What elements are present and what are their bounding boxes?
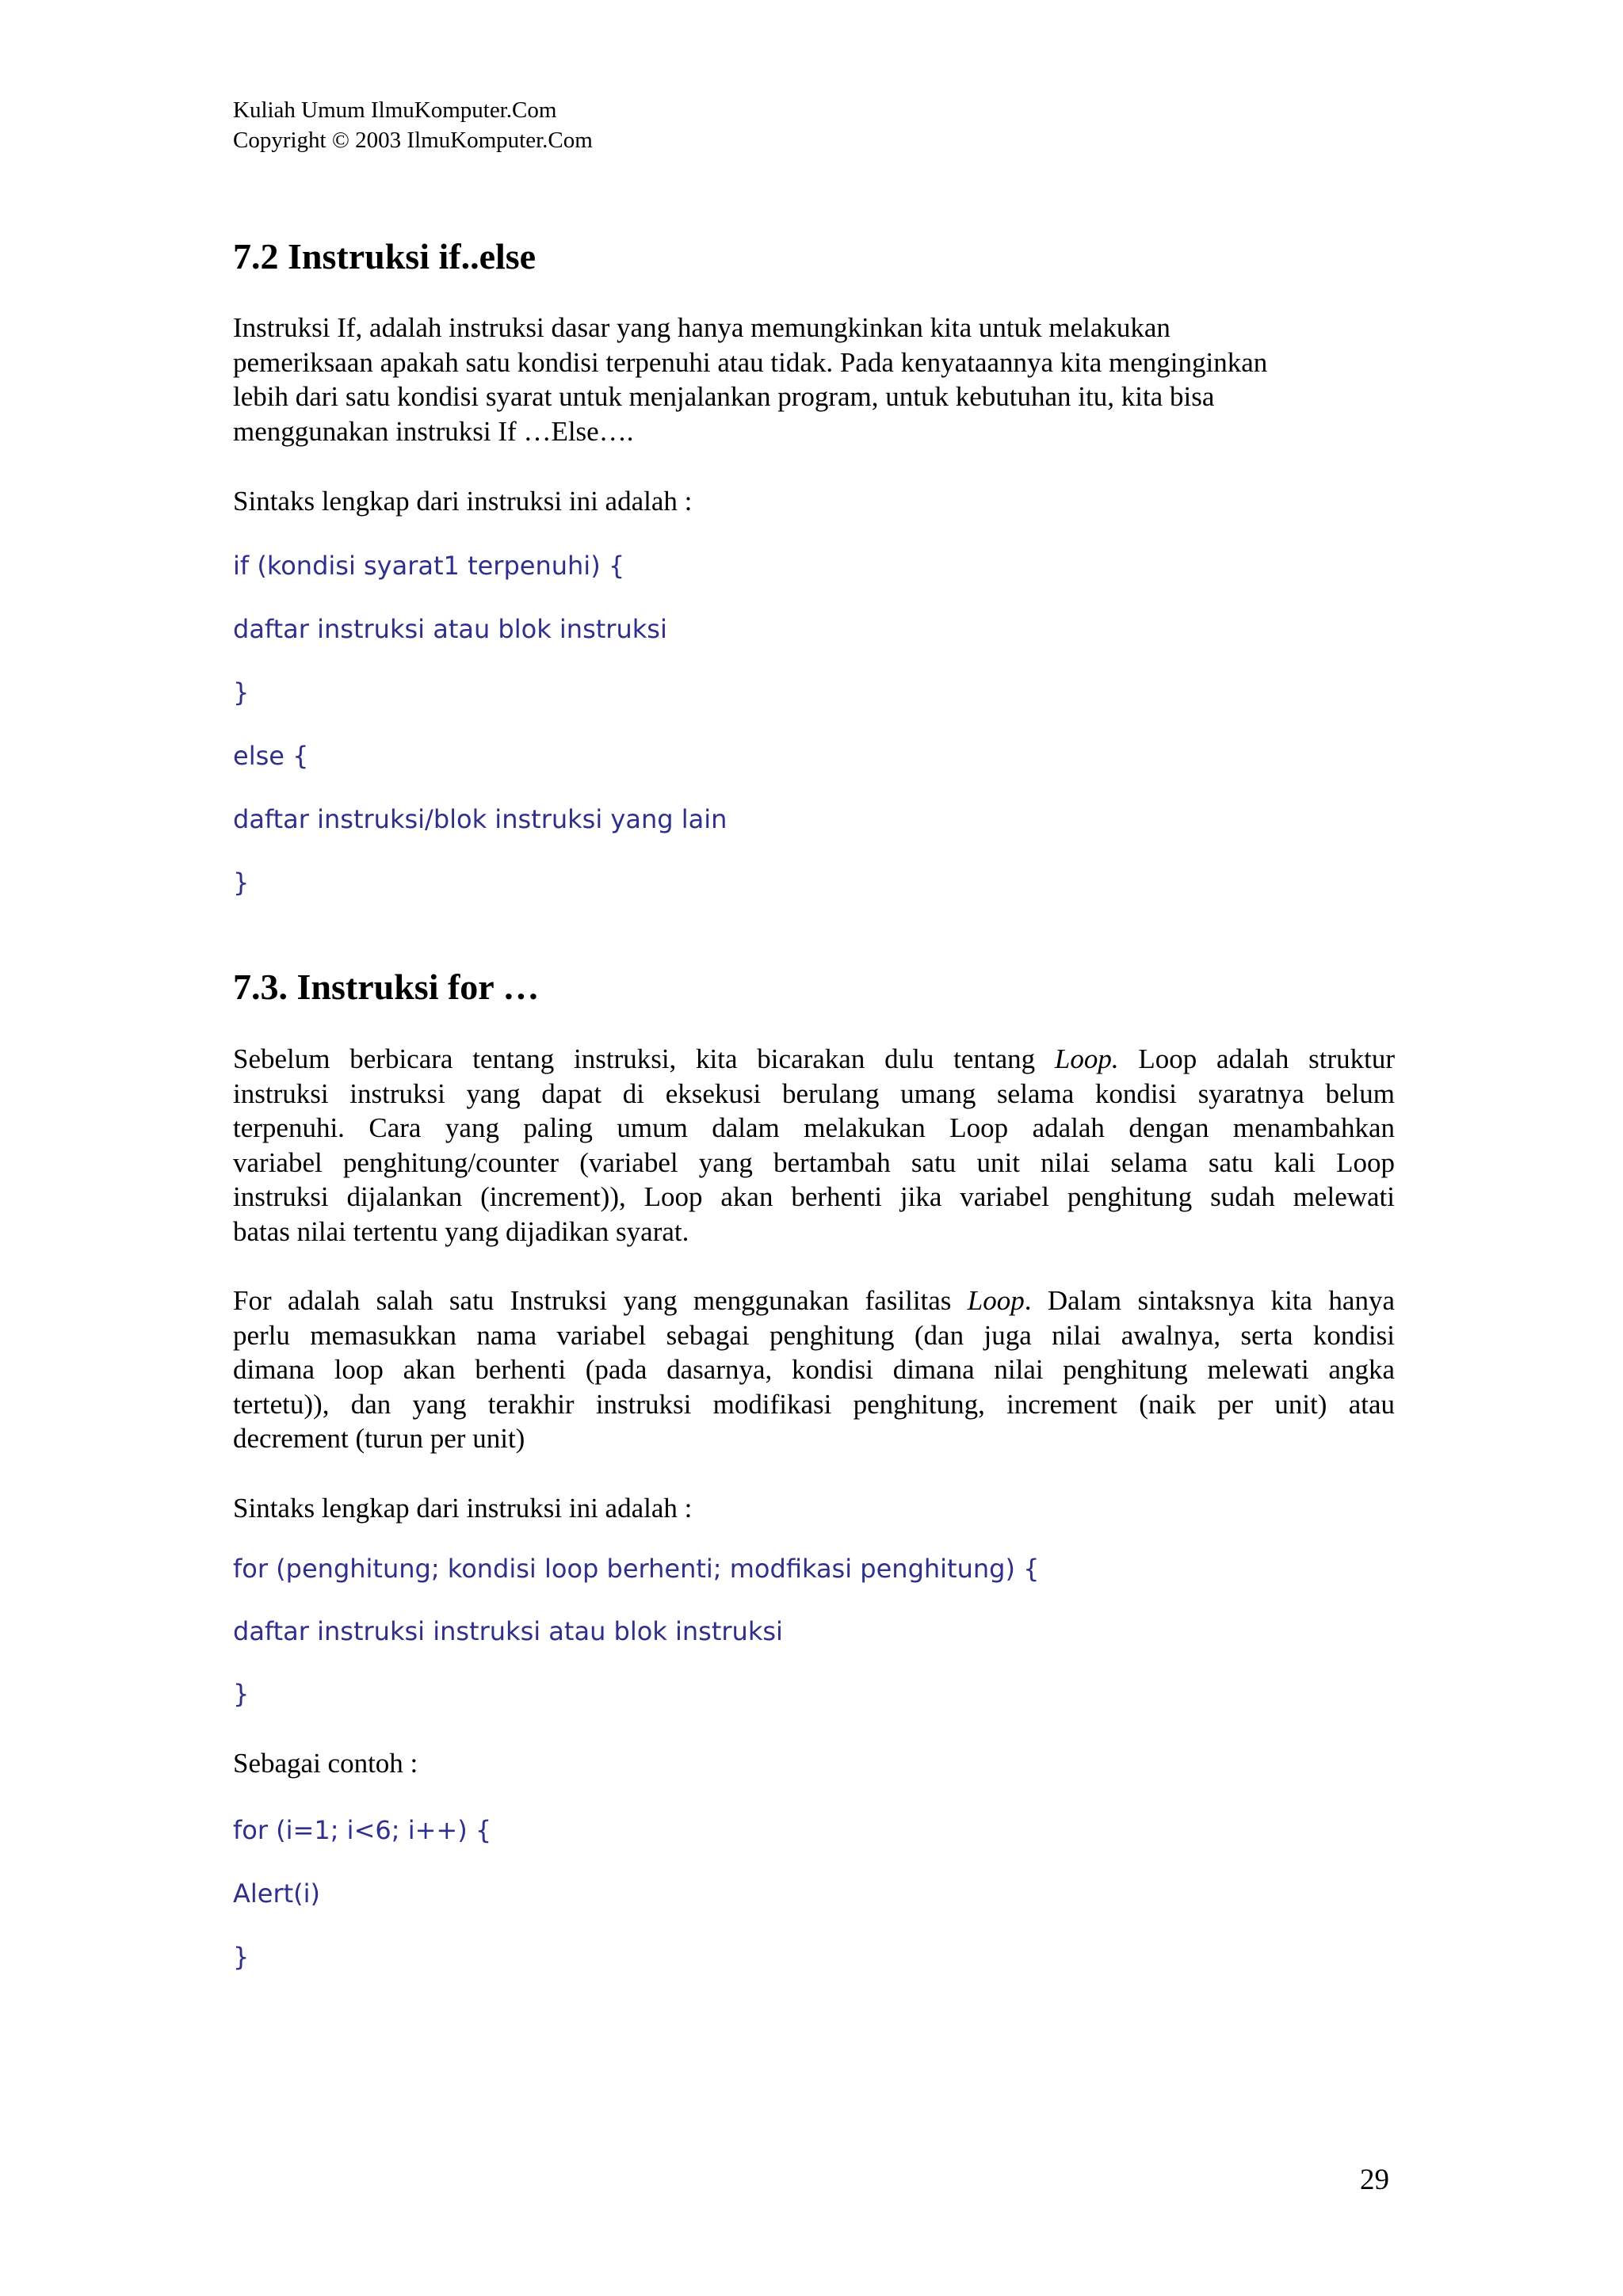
code-line: daftar instruksi/blok instruksi yang lain — [233, 804, 727, 834]
paragraph-line: Instruksi If, adalah instruksi dasar yang hanya memungkinkan kita untuk melakukan — [233, 312, 1170, 343]
code-line: if (kondisi syarat1 terpenuhi) { — [233, 551, 625, 581]
example-label: Sebagai contoh : — [233, 1748, 418, 1779]
text-run: Sebelum berbicara tentang instruksi, kita bicarakan dulu tentang — [233, 1043, 1055, 1074]
paragraph-line: decrement (turun per unit) — [233, 1423, 525, 1455]
page-header — [233, 95, 593, 155]
text-run: . Dalam sintaksnya kita hanya — [1024, 1285, 1396, 1316]
paragraph-line: dimana loop akan berhenti (pada dasarnya, kondisi dimana nilai penghitung melewati angka — [233, 1354, 1395, 1386]
paragraph-line: instruksi instruksi yang dapat di eksekusi berulang umang selama kondisi syaratnya belum — [233, 1077, 1395, 1109]
paragraph-line: lebih dari satu kondisi syarat untuk menjalankan program, untuk kebutuhan itu, kita bisa — [233, 381, 1215, 413]
paragraph-line: terpenuhi. Cara yang paling umum dalam melakukan Loop adalah dengan menambahkan — [233, 1112, 1395, 1144]
code-line: for (penghitung; kondisi loop berhenti; modfikasi penghitung) { — [233, 1554, 1040, 1584]
emphasis-text: Loop. — [1054, 1043, 1119, 1074]
section-7-3-paragraph-2 — [233, 1283, 1395, 1456]
header-copyright: Copyright © 2003 IlmuKomputer.Com — [233, 128, 593, 153]
paragraph-line: instruksi dijalankan (increment)), Loop akan berhenti jika variabel penghitung sudah melewati — [233, 1181, 1395, 1213]
syntax-label: Sintaks lengkap dari instruksi ini adalah : — [233, 1493, 693, 1524]
paragraph-line: pemeriksaan apakah satu kondisi terpenuhi atau tidak. Pada kenyataannya kita menginginkan — [233, 346, 1268, 378]
section-7-3-paragraph-1 — [233, 1042, 1395, 1249]
syntax-label: Sintaks lengkap dari instruksi ini adalah : — [233, 486, 693, 517]
paragraph-line: perlu memasukkan nama variabel sebagai penghitung (dan juga nilai awalnya, serta kondisi — [233, 1319, 1395, 1351]
section-heading-7-2: 7.2 Instruksi if..else — [233, 236, 537, 277]
code-line: } — [233, 1942, 250, 1972]
code-line: } — [233, 868, 250, 898]
code-line: Alert(i) — [233, 1878, 321, 1909]
section-heading-7-3: 7.3. Instruksi for … — [233, 967, 540, 1007]
paragraph-line — [233, 1042, 1395, 1077]
paragraph-line: menggunakan instruksi If …Else…. — [233, 415, 634, 447]
code-line: } — [233, 677, 250, 707]
header-course-title: Kuliah Umum IlmuKomputer.Com — [233, 97, 557, 123]
emphasis-text: Loop — [967, 1285, 1025, 1316]
paragraph-line: tertetu)), dan yang terakhir instruksi modifikasi penghitung, increment (naik per unit) atau — [233, 1388, 1395, 1420]
code-line: for (i=1; i<6; i++) { — [233, 1815, 492, 1845]
page-number: 29 — [1360, 2164, 1389, 2196]
code-line: daftar instruksi atau blok instruksi — [233, 614, 667, 644]
paragraph-line: batas nilai tertentu yang dijadikan syarat. — [233, 1215, 689, 1247]
code-line: else { — [233, 741, 309, 771]
paragraph-line: variabel penghitung/counter (variabel yang bertambah satu unit nilai selama satu kali Loop — [233, 1146, 1395, 1178]
paragraph-line — [233, 1283, 1395, 1318]
section-7-2-intro — [233, 311, 1395, 448]
code-line: daftar instruksi instruksi atau blok instruksi — [233, 1616, 783, 1646]
code-line: } — [233, 1679, 250, 1709]
text-run: Loop adalah struktur — [1118, 1043, 1395, 1074]
text-run: For adalah salah satu Instruksi yang menggunakan fasilitas — [233, 1285, 968, 1316]
